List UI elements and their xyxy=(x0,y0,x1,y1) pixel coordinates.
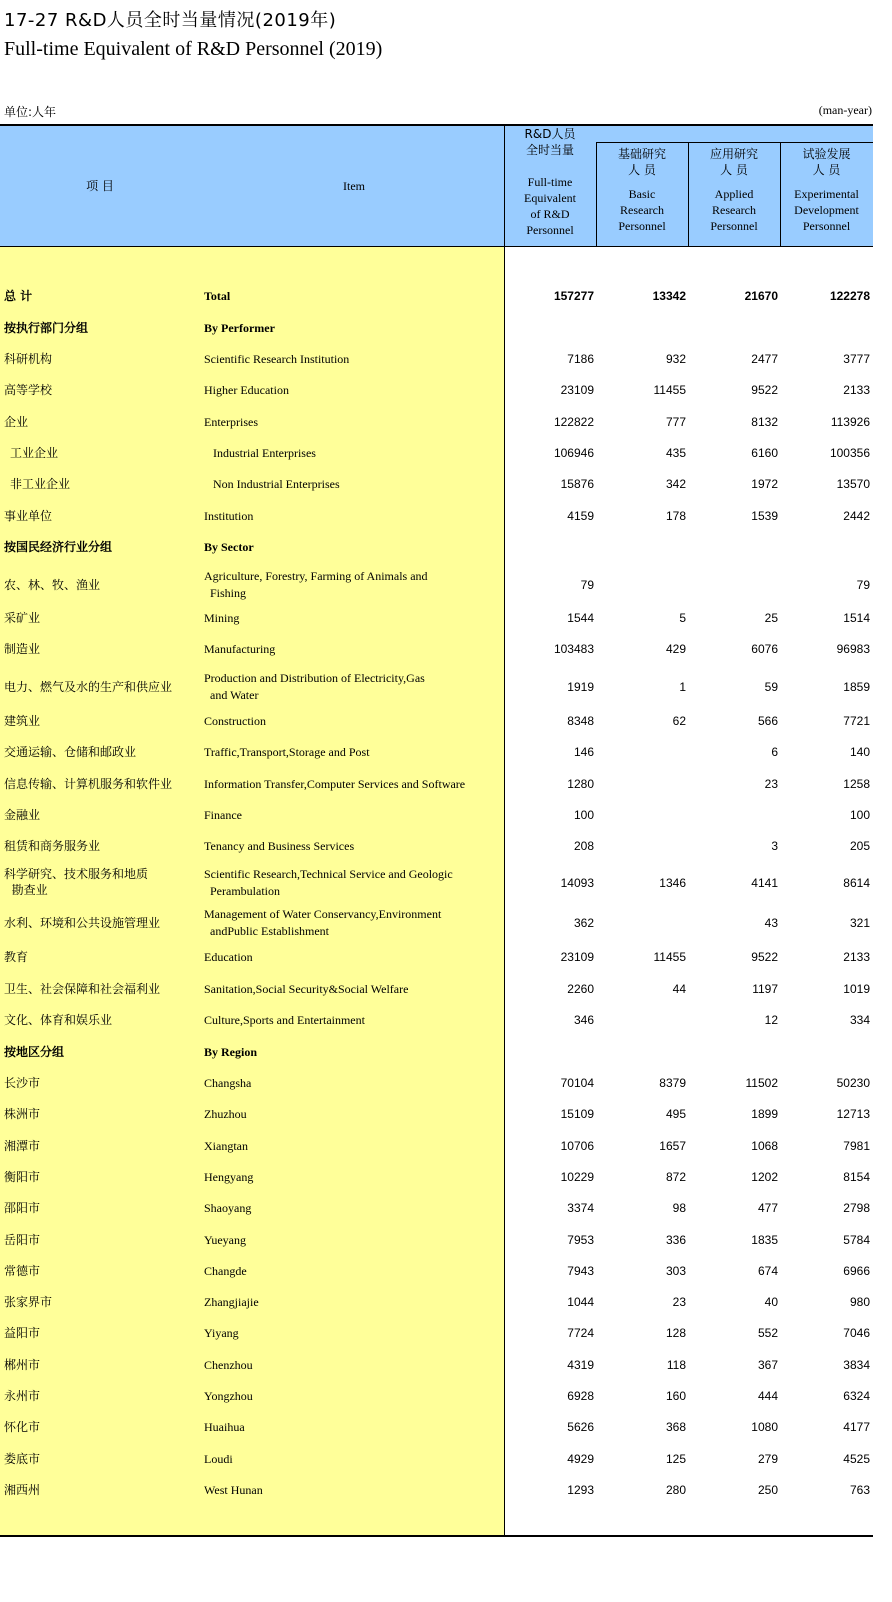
row-value: 14093 xyxy=(560,876,594,890)
row-value: 8614 xyxy=(843,876,870,890)
row-value: 205 xyxy=(849,839,870,853)
row-value: 477 xyxy=(757,1201,778,1215)
row-value: 178 xyxy=(665,509,686,523)
row-label-zh: 事业单位 xyxy=(4,509,53,523)
row-label-en: Industrial Enterprises xyxy=(213,445,316,460)
row-value: 8154 xyxy=(843,1170,870,1184)
table-row xyxy=(0,610,873,626)
row-value: 6324 xyxy=(843,1389,870,1403)
table-row xyxy=(0,1294,873,1310)
row-label-en: Yueyang xyxy=(204,1232,246,1247)
row-value: 98 xyxy=(672,1201,686,1215)
row-value: 100 xyxy=(573,808,594,822)
row-value: 11502 xyxy=(745,1076,778,1090)
row-label-en: Loudi xyxy=(204,1451,233,1466)
row-label-zh: 电力、燃气及水的生产和供应业 xyxy=(4,680,173,694)
row-value: 6160 xyxy=(751,446,778,460)
table-row xyxy=(0,1044,873,1060)
table-title-chinese: 17-27 R&D人员全时当量情况(2019年) xyxy=(4,10,337,31)
row-label-en: By Region xyxy=(204,1044,258,1059)
row-value: 15876 xyxy=(560,477,594,491)
column-header-total: R&D人员 全时当量 Full-time Equivalent of R&D Personnel xyxy=(524,127,576,237)
row-value: 7981 xyxy=(843,1139,870,1153)
row-label-zh: 湘潭市 xyxy=(4,1139,41,1153)
row-value: 1293 xyxy=(567,1483,594,1497)
row-value: 6966 xyxy=(843,1264,870,1278)
row-label-zh: 张家界市 xyxy=(4,1295,53,1309)
row-value: 367 xyxy=(757,1358,778,1372)
row-label-en: Manufacturing xyxy=(204,641,276,656)
row-value: 146 xyxy=(573,745,594,759)
row-value: 1019 xyxy=(843,982,870,996)
row-value: 552 xyxy=(757,1326,778,1340)
row-label-zh: 按国民经济行业分组 xyxy=(4,540,113,554)
row-value: 160 xyxy=(665,1389,686,1403)
row-value: 342 xyxy=(665,477,686,491)
row-value: 932 xyxy=(665,352,686,366)
row-value: 7186 xyxy=(567,352,594,366)
row-value: 334 xyxy=(849,1013,870,1027)
row-value: 7943 xyxy=(567,1264,594,1278)
row-value: 21670 xyxy=(744,289,778,303)
row-value: 1657 xyxy=(659,1139,686,1153)
row-value: 140 xyxy=(849,745,870,759)
row-label-zh: 总 计 xyxy=(4,289,33,303)
table-row xyxy=(0,641,873,657)
row-value: 62 xyxy=(672,714,686,728)
row-value: 368 xyxy=(665,1420,686,1434)
row-label-zh: 教育 xyxy=(4,950,29,964)
row-value: 25 xyxy=(764,611,778,625)
table-row xyxy=(0,1169,873,1185)
row-value: 4141 xyxy=(751,876,778,890)
row-label-en: Mining xyxy=(204,610,240,625)
row-value: 7724 xyxy=(567,1326,594,1340)
row-value: 4177 xyxy=(843,1420,870,1434)
row-value: 44 xyxy=(672,982,686,996)
row-value: 7046 xyxy=(843,1326,870,1340)
row-label-zh: 岳阳市 xyxy=(4,1233,41,1247)
row-value: 128 xyxy=(665,1326,686,1340)
row-value: 980 xyxy=(849,1295,870,1309)
row-label-en: Traffic,Transport,Storage and Post xyxy=(204,744,370,759)
row-label-zh: 租赁和商务服务业 xyxy=(4,839,101,853)
row-value: 1202 xyxy=(751,1170,778,1184)
row-value: 3374 xyxy=(567,1201,594,1215)
row-value: 1972 xyxy=(751,477,778,491)
row-value: 1 xyxy=(679,680,686,694)
row-label-zh: 交通运输、仓储和邮政业 xyxy=(4,745,137,759)
row-value: 100356 xyxy=(829,446,870,460)
row-label-en: Scientific Research Institution xyxy=(204,351,350,366)
table-row xyxy=(0,1263,873,1279)
row-label-zh: 科研机构 xyxy=(4,352,53,366)
table-row xyxy=(0,1232,873,1248)
row-value: 2133 xyxy=(843,950,870,964)
row-value: 6928 xyxy=(567,1389,594,1403)
table-row xyxy=(0,744,873,760)
row-label-en: Hengyang xyxy=(204,1169,254,1184)
row-value: 872 xyxy=(665,1170,686,1184)
row-value: 303 xyxy=(665,1264,686,1278)
table-row xyxy=(0,382,873,398)
row-value: 1197 xyxy=(752,982,778,996)
row-value: 79 xyxy=(580,578,594,592)
row-value: 5784 xyxy=(843,1233,870,1247)
table-row xyxy=(0,906,873,940)
row-value: 96983 xyxy=(836,642,870,656)
row-label-en: Xiangtan xyxy=(204,1138,248,1153)
row-label-en: Construction xyxy=(204,713,266,728)
row-value: 1835 xyxy=(751,1233,778,1247)
row-label-en: Agriculture, Forestry, Farming of Animals and Fishing xyxy=(204,569,428,600)
row-label-zh: 农、林、牧、渔业 xyxy=(4,578,101,592)
row-value: 346 xyxy=(573,1013,594,1027)
row-label-zh: 卫生、社会保障和社会福利业 xyxy=(4,982,161,996)
table-row xyxy=(0,838,873,854)
row-label-zh: 湘西州 xyxy=(4,1483,41,1497)
table-row xyxy=(0,414,873,430)
row-label-en: Management of Water Conservancy,Environment andPublic Establishment xyxy=(204,907,442,938)
row-value: 1080 xyxy=(751,1420,778,1434)
row-label-en: Chenzhou xyxy=(204,1357,253,1372)
row-label-en: By Performer xyxy=(204,320,275,335)
row-value: 4159 xyxy=(567,509,594,523)
row-value: 1346 xyxy=(659,876,686,890)
row-label-zh: 按执行部门分组 xyxy=(4,321,89,335)
row-label-en: Yiyang xyxy=(204,1325,239,1340)
row-value: 321 xyxy=(849,916,870,930)
row-value: 1044 xyxy=(567,1295,594,1309)
row-value: 59 xyxy=(764,680,778,694)
table-row xyxy=(0,1106,873,1122)
row-value: 12 xyxy=(764,1013,778,1027)
row-label-en: Yongzhou xyxy=(204,1388,253,1403)
row-label-zh: 永州市 xyxy=(4,1389,41,1403)
divider xyxy=(596,142,873,143)
row-value: 208 xyxy=(573,839,594,853)
row-value: 674 xyxy=(757,1264,778,1278)
row-value: 122822 xyxy=(553,415,594,429)
row-value: 429 xyxy=(665,642,686,656)
row-label-zh: 建筑业 xyxy=(4,714,41,728)
row-label-zh: 株洲市 xyxy=(4,1107,41,1121)
row-label-zh: 企业 xyxy=(4,415,29,429)
row-value: 435 xyxy=(665,446,686,460)
row-label-zh: 水利、环境和公共设施管理业 xyxy=(4,916,161,930)
table-row xyxy=(0,476,873,492)
table-row xyxy=(0,1388,873,1404)
row-label-zh: 工业企业 xyxy=(10,446,59,460)
row-value: 10706 xyxy=(560,1139,594,1153)
row-label-en: Non Industrial Enterprises xyxy=(213,476,340,491)
table-title-english: Full-time Equivalent of R&D Personnel (2019) xyxy=(4,38,383,60)
table-row xyxy=(0,807,873,823)
row-value: 43 xyxy=(764,916,778,930)
row-value: 11455 xyxy=(653,950,686,964)
row-value: 566 xyxy=(757,714,778,728)
row-value: 2798 xyxy=(843,1201,870,1215)
table-row xyxy=(0,1075,873,1091)
row-value: 70104 xyxy=(560,1076,594,1090)
row-value: 23 xyxy=(764,777,778,791)
table-row xyxy=(0,949,873,965)
row-label-zh: 娄底市 xyxy=(4,1452,41,1466)
table-row xyxy=(0,1357,873,1373)
row-value: 1859 xyxy=(843,680,870,694)
bottom-rule xyxy=(0,1535,873,1537)
row-value: 777 xyxy=(665,415,686,429)
table-row xyxy=(0,866,873,900)
row-value: 4929 xyxy=(567,1452,594,1466)
row-label-zh: 科学研究、技术服务和地质 勘查业 xyxy=(4,867,149,897)
column-header-item-en: Item xyxy=(343,179,365,193)
row-label-zh: 文化、体育和娱乐业 xyxy=(4,1013,113,1027)
column-header-experimental: 试验发展 人 员 Experimental Development Personnel xyxy=(794,147,859,233)
row-value: 100 xyxy=(849,808,870,822)
row-label-zh: 衡阳市 xyxy=(4,1170,41,1184)
row-value: 103483 xyxy=(553,642,594,656)
row-label-zh: 制造业 xyxy=(4,642,41,656)
table-row xyxy=(0,568,873,602)
row-value: 1919 xyxy=(567,680,594,694)
row-label-zh: 长沙市 xyxy=(4,1076,41,1090)
row-label-zh: 怀化市 xyxy=(4,1420,41,1434)
row-value: 40 xyxy=(764,1295,778,1309)
row-value: 9522 xyxy=(751,950,778,964)
unit-label-chinese: 单位:人年 xyxy=(4,105,57,119)
row-value: 8132 xyxy=(751,415,778,429)
row-value: 2260 xyxy=(567,982,594,996)
column-header-basic: 基础研究 人 员 Basic Research Personnel xyxy=(617,147,666,233)
row-value: 4525 xyxy=(843,1452,870,1466)
row-value: 7721 xyxy=(843,714,870,728)
row-value: 4319 xyxy=(567,1358,594,1372)
table-row xyxy=(0,320,873,336)
table-row xyxy=(0,1419,873,1435)
row-value: 336 xyxy=(665,1233,686,1247)
table-row xyxy=(0,1138,873,1154)
row-value: 79 xyxy=(856,578,870,592)
table-row xyxy=(0,981,873,997)
row-label-zh: 郴州市 xyxy=(4,1358,41,1372)
row-label-zh: 常德市 xyxy=(4,1264,41,1278)
table-row xyxy=(0,539,873,555)
row-label-zh: 采矿业 xyxy=(4,611,41,625)
row-value: 50230 xyxy=(836,1076,870,1090)
row-value: 13342 xyxy=(652,289,686,303)
row-value: 2442 xyxy=(843,509,870,523)
row-value: 157277 xyxy=(553,289,594,303)
row-value: 23109 xyxy=(560,383,594,397)
row-label-zh: 邵阳市 xyxy=(4,1201,41,1215)
row-value: 1899 xyxy=(751,1107,778,1121)
table-row xyxy=(0,288,873,304)
row-value: 7953 xyxy=(567,1233,594,1247)
row-value: 113926 xyxy=(830,415,870,429)
row-value: 444 xyxy=(757,1389,778,1403)
row-label-en: Production and Distribution of Electricity,Gas and Water xyxy=(204,671,425,702)
row-value: 1258 xyxy=(843,777,870,791)
row-value: 495 xyxy=(665,1107,686,1121)
table-row xyxy=(0,445,873,461)
row-label-en: Education xyxy=(204,949,253,964)
row-label-en: Shaoyang xyxy=(204,1200,252,1215)
row-label-en: Zhangjiajie xyxy=(204,1294,259,1309)
row-label-zh: 金融业 xyxy=(4,808,41,822)
row-label-en: By Sector xyxy=(204,539,254,554)
row-value: 2133 xyxy=(843,383,870,397)
table-row xyxy=(0,1012,873,1028)
row-value: 3834 xyxy=(843,1358,870,1372)
row-label-en: Changde xyxy=(204,1263,247,1278)
table-row xyxy=(0,670,873,704)
row-label-en: Huaihua xyxy=(204,1419,245,1434)
row-value: 9522 xyxy=(751,383,778,397)
row-value: 3777 xyxy=(843,352,870,366)
row-value: 122278 xyxy=(829,289,870,303)
row-label-en: Changsha xyxy=(204,1075,252,1090)
row-label-en: Higher Education xyxy=(204,382,289,397)
row-value: 8348 xyxy=(567,714,594,728)
row-value: 5 xyxy=(679,611,686,625)
row-value: 2477 xyxy=(751,352,778,366)
row-value: 125 xyxy=(665,1452,686,1466)
table-row xyxy=(0,1451,873,1467)
row-value: 1280 xyxy=(567,777,594,791)
table-row xyxy=(0,351,873,367)
row-value: 106946 xyxy=(553,446,594,460)
row-value: 15109 xyxy=(560,1107,594,1121)
row-value: 1539 xyxy=(751,509,778,523)
column-header-applied: 应用研究 人 员 Applied Research Personnel xyxy=(709,147,758,233)
row-label-zh: 非工业企业 xyxy=(10,477,71,491)
row-label-en: Tenancy and Business Services xyxy=(204,838,355,853)
table-row xyxy=(0,508,873,524)
row-label-en: Zhuzhou xyxy=(204,1106,247,1121)
unit-label-english: (man-year) xyxy=(818,103,872,117)
row-value: 250 xyxy=(757,1483,778,1497)
row-label-zh: 按地区分组 xyxy=(4,1045,65,1059)
data-table xyxy=(0,124,873,1537)
row-value: 1514 xyxy=(843,611,870,625)
table-row xyxy=(0,713,873,729)
row-value: 3 xyxy=(771,839,778,853)
column-header-item-zh: 项 目 xyxy=(86,179,114,193)
table-row xyxy=(0,1325,873,1341)
row-label-en: Institution xyxy=(204,508,254,523)
row-value: 6 xyxy=(771,745,778,759)
row-value: 763 xyxy=(849,1483,870,1497)
row-label-zh: 益阳市 xyxy=(4,1326,41,1340)
row-value: 23109 xyxy=(560,950,594,964)
row-value: 279 xyxy=(757,1452,778,1466)
row-label-en: Scientific Research,Technical Service and Geologic Perambulation xyxy=(204,867,453,898)
row-label-en: Sanitation,Social Security&Social Welfare xyxy=(204,981,409,996)
row-value: 5626 xyxy=(567,1420,594,1434)
table-row xyxy=(0,1482,873,1498)
row-value: 1068 xyxy=(751,1139,778,1153)
row-label-zh: 高等学校 xyxy=(4,383,53,397)
table-row xyxy=(0,776,873,792)
row-value: 280 xyxy=(665,1483,686,1497)
row-label-en: Total xyxy=(204,288,231,303)
row-value: 6076 xyxy=(751,642,778,656)
row-label-en: Information Transfer,Computer Services and Software xyxy=(204,776,466,791)
row-label-zh: 信息传输、计算机服务和软件业 xyxy=(4,777,173,791)
row-label-en: Enterprises xyxy=(204,414,258,429)
row-value: 12713 xyxy=(836,1107,870,1121)
table-row xyxy=(0,1200,873,1216)
row-label-en: Culture,Sports and Entertainment xyxy=(204,1012,365,1027)
row-label-en: Finance xyxy=(204,807,242,822)
row-value: 23 xyxy=(672,1295,686,1309)
row-value: 8379 xyxy=(659,1076,686,1090)
row-value: 1544 xyxy=(567,611,594,625)
row-value: 362 xyxy=(573,916,594,930)
row-value: 118 xyxy=(666,1358,686,1372)
row-value: 11455 xyxy=(653,383,686,397)
row-value: 10229 xyxy=(560,1170,594,1184)
row-label-en: West Hunan xyxy=(204,1482,263,1497)
row-value: 13570 xyxy=(836,477,870,491)
